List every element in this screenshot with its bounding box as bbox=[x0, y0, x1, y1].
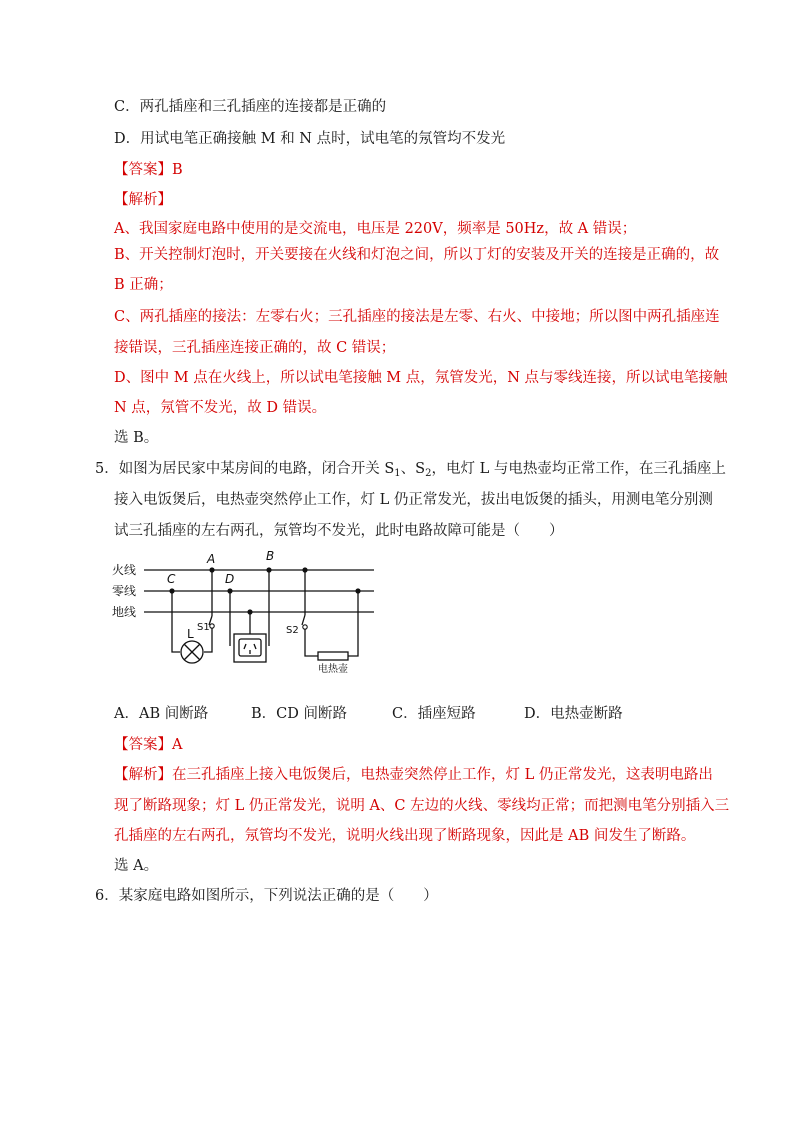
q6-stem-line1: 6．某家庭电路如图所示，下列说法正确的是（ ） bbox=[95, 888, 438, 904]
q5-option-c: C．插座短路 bbox=[392, 706, 476, 722]
lamp-label: L bbox=[187, 627, 194, 641]
q5-option-b: B．CD 间断路 bbox=[251, 706, 347, 722]
q4-analysis-d1: D、图中 M 点在火线上，所以试电笔接触 M 点，氖管发光，N 点与零线连接，所以试电笔接触 bbox=[114, 370, 728, 386]
circuit-diagram bbox=[112, 548, 382, 678]
point-c-label: C bbox=[167, 572, 176, 586]
q5-choose: 选 A。 bbox=[114, 858, 159, 874]
q4-option-d: D．用试电笔正确接触 M 和 N 点时，试电笔的氖管均不发光 bbox=[114, 131, 506, 147]
q4-choose: 选 B。 bbox=[114, 430, 159, 446]
q4-option-c: C．两孔插座和三孔插座的连接都是正确的 bbox=[114, 99, 387, 115]
q4-analysis-a: A、我国家庭电路中使用的是交流电，电压是 220V，频率是 50Hz，故 A 错误； bbox=[114, 221, 637, 237]
q5-stem-line2: 接入电饭煲后，电热壶突然停止工作，灯 L 仍正常发光，拔出电饭煲的插头，用测电笔分别测 bbox=[114, 492, 713, 508]
kettle-icon bbox=[318, 652, 348, 660]
q4-answer: 【答案】B bbox=[114, 162, 183, 178]
q5-option-d: D．电热壶断路 bbox=[524, 706, 623, 722]
neutral-label: 零线 bbox=[112, 584, 137, 598]
q4-analysis-b2: B 正确； bbox=[114, 277, 173, 293]
switch-s1-label: S1 bbox=[197, 622, 210, 633]
switch-s2-label: S2 bbox=[286, 625, 299, 636]
live-label: 火线 bbox=[112, 563, 137, 577]
q5-stem-line1: 5．如图为居民家中某房间的电路，闭合开关 $S_1$、$S_2$，电灯 L 与电热壶均正常工作，在三孔插座上 bbox=[95, 461, 726, 479]
q5-analysis-line1: 【解析】在三孔插座上接入电饭煲后，电热壶突然停止工作，灯 L 仍正常发光，这表明电路出 bbox=[114, 767, 713, 783]
ground-label: 地线 bbox=[112, 605, 137, 619]
point-d-label: D bbox=[225, 572, 235, 586]
q5-analysis-line3: 孔插座的左右两孔，氖管均不发光，说明火线出现了断路现象，因此是 AB 间发生了断路。 bbox=[114, 828, 696, 844]
q4-analysis-d2: N 点，氖管不发光，故 D 错误。 bbox=[114, 400, 327, 416]
kettle-label: 电热壶 bbox=[318, 664, 348, 675]
q5-stem-line3: 试三孔插座的左右两孔，氖管均不发光，此时电路故障可能是（ ） bbox=[114, 523, 564, 539]
q5-option-a: A．AB 间断路 bbox=[114, 706, 209, 722]
q5-analysis-line2: 现了断路现象；灯 L 仍正常发光，说明 A、C 左边的火线、零线均正常；而把测电笔分别插入三 bbox=[114, 798, 730, 814]
q4-analysis-label: 【解析】 bbox=[114, 192, 172, 208]
point-b-label: B bbox=[266, 549, 275, 563]
q4-analysis-c1: C、两孔插座的接法：左零右火；三孔插座的接法是左零、右火、中接地；所以图中两孔插座连 bbox=[114, 309, 720, 325]
q5-answer: 【答案】A bbox=[114, 737, 183, 753]
q4-analysis-c2: 接错误，三孔插座连接正确的，故 C 错误； bbox=[114, 340, 396, 356]
q5-options bbox=[114, 704, 674, 724]
point-a-label: A bbox=[207, 552, 216, 566]
q4-analysis-b1: B、开关控制灯泡时，开关要接在火线和灯泡之间，所以丁灯的安装及开关的连接是正确的，故 bbox=[114, 247, 720, 263]
